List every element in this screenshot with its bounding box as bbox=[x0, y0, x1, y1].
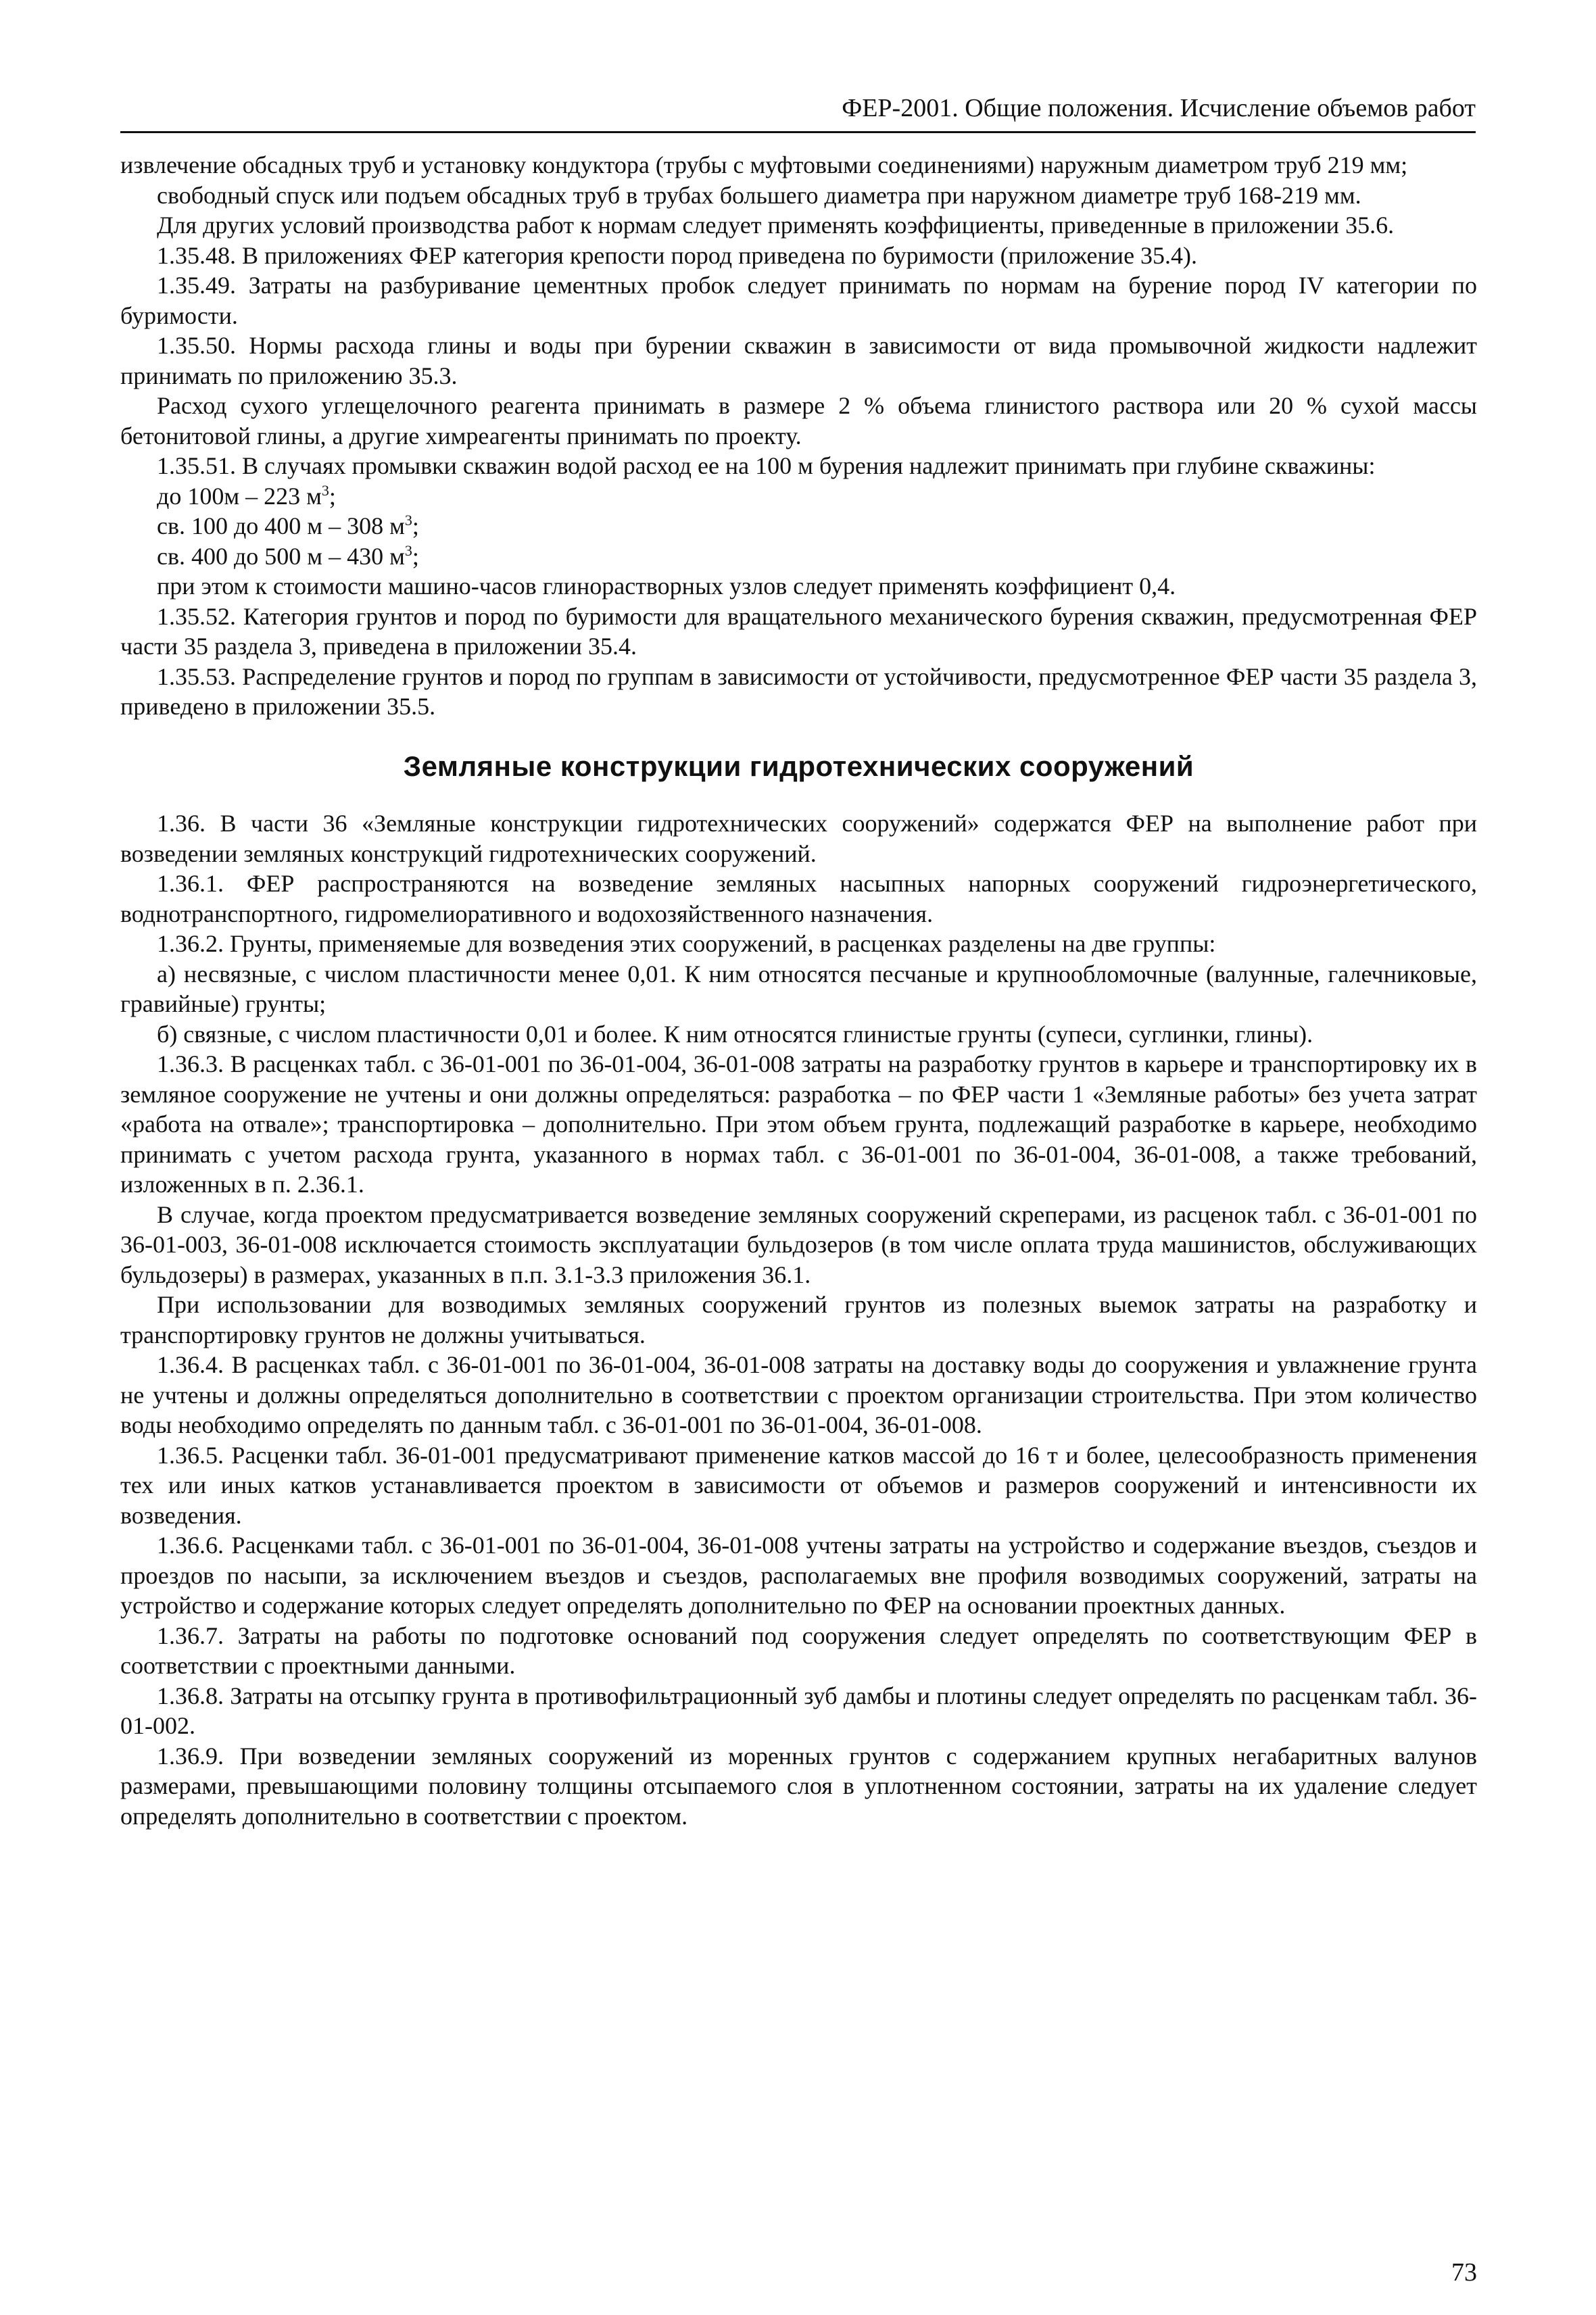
paragraph: При использовании для возводимых земляных сооружений грунтов из полезных выемок затраты на разработку и транспортировку грунтов не должны учитываться. bbox=[120, 1291, 1477, 1348]
superscript: 3 bbox=[404, 541, 412, 559]
paragraph: 1.35.52. Категория грунтов и пород по буримости для вращательного механического бурения скважин, предусмотренная ФЕР части 35 раздела 3, приведена в приложении 35.4. bbox=[120, 602, 1477, 660]
paragraph: В случае, когда проектом предусматривается возведение земляных сооружений скреперами, из расценок табл. с 36-01-001 по 36-01-003, 36-01-008 исключается стоимость эксплуатации бульдозеров (в том числе оплата труда машинистов, обслуживающих бульдозеры) в размерах, указанных в п.п. 3.1-3.3 приложения 36.1. bbox=[120, 1200, 1477, 1288]
paragraph: 1.36.6. Расценками табл. с 36-01-001 по 36-01-004, 36-01-008 учтены затраты на устройство и содержание въездов, съездов и проездов по насыпи, за исключением въездов и съездов, располагаемых вне профиля возводимых сооружений, затраты на устройство и содержание которых следует определять дополнительно по ФЕР на основании проектных данных. bbox=[120, 1532, 1477, 1619]
list-item bbox=[120, 541, 1477, 572]
page-number: 73 bbox=[1451, 2258, 1477, 2287]
paragraph: 1.36.4. В расценках табл. с 36-01-001 по 36-01-004, 36-01-008 затраты на доставку воды до сооружения и увлажнение грунта не учтены и должны определяться дополнительно в соответствии с проектом организации строительства. При этом количество воды необходимо определять по данным табл. с 36-01-001 по 36-01-004, 36-01-008. bbox=[120, 1351, 1477, 1438]
paragraph: 1.35.48. В приложениях ФЕР категория крепости пород приведена по буримости (приложение 35.4). bbox=[157, 241, 1198, 269]
item-tail: ; bbox=[412, 512, 419, 539]
section-heading: Земляные конструкции гидротехнических сооружений bbox=[403, 750, 1194, 782]
paragraph: 1.36.7. Затраты на работы по подготовке оснований под сооружения следует определять по соответствующим ФЕР в соответствии с проектными данными. bbox=[120, 1622, 1477, 1679]
paragraph: 1.36.8. Затраты на отсыпку грунта в противофильтрационный зуб дамбы и плотины следует определять по расценкам табл. 36-01-002. bbox=[120, 1682, 1477, 1739]
paragraph: 1.35.51. В случаях промывки скважин водой расход ее на 100 м бурения надлежит принимать при глубине скважины: bbox=[157, 452, 1376, 479]
paragraph: Расход сухого углещелочного реагента принимать в размере 2 % объема глинистого раствора или 20 % сухой массы бетонитовой глины, а другие химреагенты принимать по проекту. bbox=[120, 392, 1477, 449]
item-tail: ; bbox=[329, 482, 336, 510]
superscript: 3 bbox=[404, 512, 412, 529]
paragraph: извлечение обсадных труб и установку кондуктора (трубы с муфтовыми соединениями) наружным диаметром труб 219 мм; bbox=[120, 151, 1408, 178]
paragraph: б) связные, с числом пластичности 0,01 и более. К ним относятся глинистые грунты (супеси, суглинки, глины). bbox=[157, 1020, 1313, 1048]
paragraph: 1.35.49. Затраты на разбуривание цементных пробок следует принимать по нормам на бурение пород IV категории по буримости. bbox=[120, 272, 1477, 329]
paragraph: при этом к стоимости машино-часов глинорастворных узлов следует применять коэффициент 0,4. bbox=[157, 572, 1176, 600]
paragraph: 1.35.50. Нормы расхода глины и воды при бурении скважин в зависимости от вида промывочной жидкости надлежит принимать по приложению 35.3. bbox=[120, 332, 1477, 389]
paragraph: 1.36.2. Грунты, применяемые для возведения этих сооружений, в расценках разделены на две группы: bbox=[157, 930, 1216, 957]
paragraph: Для других условий производства работ к нормам следует применять коэффициенты, приведенные в приложении 35.6. bbox=[157, 212, 1395, 239]
paragraph: 1.36.3. В расценках табл. с 36-01-001 по 36-01-004, 36-01-008 затраты на разработку грунтов в карьере и транспортировку их в земляное сооружение не учтены и они должны определяться: разработка – по ФЕР части 1 «Земляные работы» без учета затрат «работа на отвале»; транспортировка – дополнительно. При этом объем грунта, подлежащий разработке в карьере, необходимо принимать с учетом расхода грунта, указанного в нормах табл. с 36-01-001 по 36-01-004, 36-01-008, а также требований, изложенных в п. 2.36.1. bbox=[120, 1050, 1477, 1198]
paragraph: 1.36.5. Расценки табл. 36-01-001 предусматривают применение катков массой до 16 т и более, целесообразность применения тех или иных катков устанавливается проектом в зависимости от объемов и размеров сооружений и интенсивности их возведения. bbox=[120, 1441, 1477, 1529]
paragraph: 1.36. В части 36 «Земляные конструкции гидротехнических сооружений» содержатся ФЕР на выполнение работ при возведении земляных конструкций гидротехнических сооружений. bbox=[120, 810, 1477, 867]
document-body bbox=[120, 150, 1477, 1831]
running-header: ФЕР-2001. Общие положения. Исчисление объемов работ bbox=[120, 92, 1476, 133]
list-item bbox=[120, 481, 1477, 512]
paragraph: 1.36.1. ФЕР распространяются на возведение земляных насыпных напорных сооружений гидроэнергетического, воднотранспортного, гидромелиоративного и водохозяйственного назначения. bbox=[120, 870, 1477, 927]
item-text: до 100м – 223 м bbox=[157, 482, 322, 510]
superscript: 3 bbox=[321, 481, 329, 499]
item-text: св. 400 до 500 м – 430 м bbox=[157, 542, 405, 570]
paragraph: 1.35.53. Распределение грунтов и пород по группам в зависимости от устойчивости, предусмотренное ФЕР части 35 раздела 3, приведено в приложении 35.5. bbox=[120, 662, 1477, 720]
paragraph: свободный спуск или подъем обсадных труб в трубах большего диаметра при наружном диаметре труб 168-219 мм. bbox=[157, 181, 1361, 209]
paragraph: 1.36.9. При возведении земляных сооружений из моренных грунтов с содержанием крупных негабаритных валунов размерами, превышающими половину толщины отсыпаемого слоя в уплотненном состоянии, затраты на их удаление следует определять дополнительно в соответствии с проектом. bbox=[120, 1742, 1477, 1830]
paragraph: а) несвязные, с числом пластичности менее 0,01. К ним относятся песчаные и крупнообломочные (валунные, галечниковые, гравийные) грунты; bbox=[120, 960, 1477, 1017]
item-tail: ; bbox=[412, 542, 419, 570]
list-item bbox=[120, 511, 1477, 541]
item-text: св. 100 до 400 м – 308 м bbox=[157, 512, 405, 539]
